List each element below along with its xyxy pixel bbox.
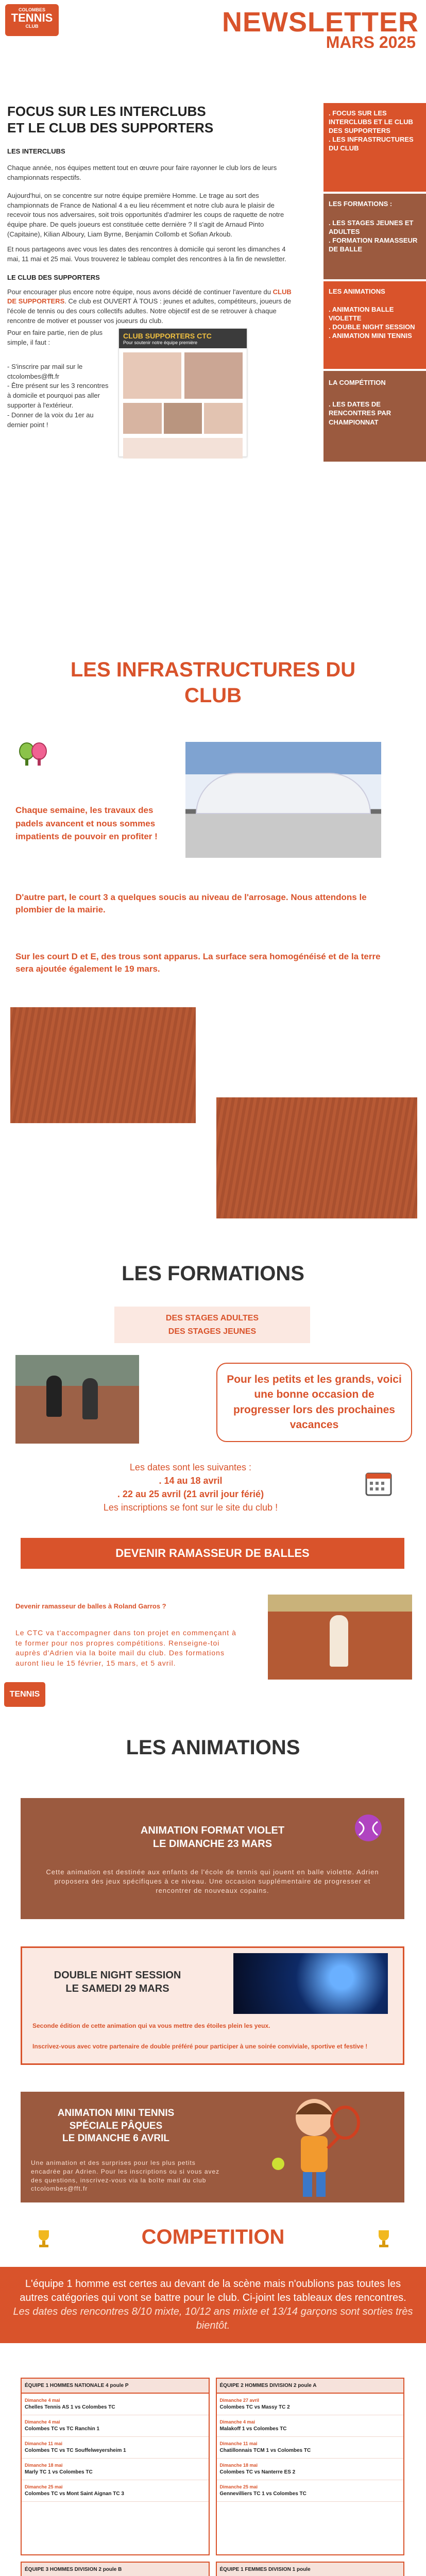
match-date: Dimanche 18 mai: [25, 2463, 63, 2468]
match-table: [21, 2562, 210, 2576]
match-teams: Colombes TC vs TC Souffelweyersheim 1: [25, 2448, 126, 2453]
match-date: Dimanche 11 mai: [25, 2441, 63, 2446]
sidebar-item-stages[interactable]: . LES STAGES JEUNES ET ADULTES: [329, 218, 414, 235]
sidebar-block2: [323, 194, 426, 279]
match-table: [21, 2378, 210, 2555]
supporters-flyer: [118, 328, 247, 457]
night-photo: [233, 1953, 388, 2014]
intro-heading-line2: ET LE CLUB DES SUPPORTERS: [7, 120, 214, 135]
violet-card: [21, 1798, 404, 1919]
match-teams: Gennevilliers TC 1 vs Colombes TC: [219, 2491, 306, 2497]
table-row: [217, 2480, 404, 2502]
small-logo-text: TENNIS: [9, 1690, 40, 1699]
match-tables: [21, 2378, 404, 2576]
small-logo: [4, 1682, 45, 1707]
violet-ball-icon: [355, 1815, 382, 1841]
animations-title: LES ANIMATIONS: [126, 1736, 300, 1759]
stages-dates: [57, 1461, 325, 1514]
logo-line2: TENNIS: [11, 11, 53, 24]
newsletter-title: NEWSLETTER: [222, 7, 419, 38]
sidebar-item-competition[interactable]: LA COMPÉTITION: [329, 379, 386, 386]
table-row: [22, 2415, 209, 2437]
match-date: Dimanche 4 mai: [219, 2419, 255, 2425]
sidebar-item-infrastructures[interactable]: . LES INFRASTRUCTURES DU CLUB: [329, 135, 414, 152]
supporters-title: LE CLUB DES SUPPORTERS: [7, 273, 100, 281]
interclubs-title: LES INTERCLUBS: [7, 147, 65, 155]
interclubs-p3: Et nous partageons avec vous les dates des rencontres à domicile qui seront les dimanches 4 mai, 11 mai et 25 mai. Vous trouverez le tableau complet des rencontres à la fin de newsletter.: [7, 245, 286, 263]
match-date: Dimanche 11 mai: [219, 2441, 258, 2446]
intro-section: [7, 103, 296, 457]
kids-text-box: Pour les petits et les grands, voici une bonne occasion de progresser lors des prochaines vacances: [216, 1363, 412, 1442]
calendar-icon: [363, 1468, 394, 1499]
violet-date: LE DIMANCHE 23 MARS: [152, 1838, 272, 1850]
night-card: [21, 1946, 404, 2065]
interclubs-p1: Chaque année, nos équipes mettent tout en œuvre pour faire rayonner le club lors de leurs championnats respectifs.: [7, 164, 277, 181]
infra-text3: Sur les court D et E, des trous sont apparus. La surface sera homogénéisé et de la terre sera ajoutée également le 19 mars.: [15, 952, 381, 974]
match-teams: Colombes TC vs Massy TC 2: [219, 2404, 290, 2410]
logo-line3: CLUB: [25, 24, 39, 29]
stages-banner: [114, 1307, 310, 1343]
dates-outro: Les inscriptions se font sur le site du club !: [103, 1502, 278, 1513]
date-1: . 14 au 18 avril: [159, 1476, 223, 1486]
competition-intro-italic: Les dates des rencontres 8/10 mixte, 10/12 ans mixte et 13/14 garçons sont sorties très bientôt.: [13, 2306, 413, 2331]
formations-section: [0, 1262, 426, 1285]
sidebar: [323, 103, 426, 462]
stages-line2: DES STAGES JEUNES: [168, 1327, 257, 1336]
table-row: [217, 2437, 404, 2459]
match-teams: Colombes TC vs Nanterre ES 2: [219, 2469, 296, 2475]
mini-card: [21, 2092, 404, 2202]
supporters-highlight: CLUB DE SUPPORTERS: [7, 287, 292, 306]
sidebar-item-night-session[interactable]: . DOUBLE NIGHT SESSION: [329, 323, 415, 331]
night-text1: Seconde édition de cette animation qui va vous mettre des étoiles plein les yeux.: [32, 2022, 270, 2029]
supporters-p1b-text: . Ce club est OUVERT À TOUS : jeunes et adultes, compétiteurs, joueurs de l'école de tennis ou des cours collectifs adultes. Notre objectif est de se retrouver à chaque rencontre de motiver et pousser vos joueurs du club.: [7, 297, 292, 325]
sidebar-item-interclubs[interactable]: . FOCUS SUR LES INTERCLUBS ET LE CLUB DES SUPPORTERS: [329, 109, 413, 134]
match-table: [216, 2378, 405, 2555]
match-table-title: ÉQUIPE 1 FEMMES DIVISION 1 poule: [217, 2563, 404, 2576]
sidebar-item-mini-tennis[interactable]: . ANIMATION MINI TENNIS: [329, 331, 412, 340]
match-teams: Chelles Tennis AS 1 vs Colombes TC: [25, 2404, 115, 2410]
match-teams: Marly TC 1 vs Colombes TC: [25, 2469, 93, 2475]
supporters-p3: - S'inscrire par mail sur le ctcolombes@fft.fr: [7, 362, 83, 380]
mini-title2: SPÉCIALE PÂQUES: [69, 2120, 163, 2131]
infra-title-line2: CLUB: [184, 684, 242, 707]
match-date: Dimanche 4 mai: [25, 2398, 60, 2403]
logo-line1: COLOMBES: [18, 7, 45, 12]
ball-boy-photo: [268, 1595, 412, 1680]
table-row: [22, 2480, 209, 2502]
supporters-p5: - Donner de la voix du 1er au dernier point !: [7, 411, 94, 429]
infra-text2: D'autre part, le court 3 a quelques soucis au niveau de l'arrosage. Nous attendons le plombier de la mairie.: [15, 892, 367, 914]
intro-heading: [7, 103, 296, 136]
sidebar-block1: [323, 103, 426, 192]
night-date: LE SAMEDI 29 MARS: [65, 1983, 169, 1994]
table-row: [22, 2394, 209, 2415]
mini-date: LE DIMANCHE 6 AVRIL: [62, 2133, 169, 2144]
sidebar-item-balle-violette[interactable]: . ANIMATION BALLE VIOLETTE: [329, 305, 394, 322]
stages-line1: DES STAGES ADULTES: [165, 1314, 259, 1323]
match-table-title: ÉQUIPE 3 HOMMES DIVISION 2 poule B: [22, 2563, 209, 2576]
ramasseur-text: Le CTC va t'accompagner dans ton projet en commençant à te former pour nos propres compétitions. Renseigne-toi auprès d'Adrien via la boite mail du club. Des formations auront lieu le 15 février, 15 mars, et 5 avril.: [15, 1629, 236, 1667]
competition-intro-text: L'équipe 1 homme est certes au devant de la scène mais n'oublions pas toutes les autres catégories qui vont se battre pour le club. Ci-joint les tableaux des rencontres.: [20, 2278, 406, 2303]
club-logo: [5, 4, 59, 36]
table-row: [22, 2437, 209, 2459]
match-date: Dimanche 25 mai: [219, 2484, 258, 2489]
mini-title1: ANIMATION MINI TENNIS: [57, 2108, 175, 2119]
table-row: [217, 2459, 404, 2480]
night-text2: Inscrivez-vous avec votre partenaire de double préféré pour participer à une soirée conviviale, sportive et festive !: [32, 2043, 368, 2050]
formations-title: LES FORMATIONS: [122, 1262, 304, 1285]
newsletter-month: MARS 2025: [326, 33, 416, 52]
padel-construction-photo: [185, 742, 381, 858]
supporters-p4: - Être présent sur les 3 rencontres à domicile et pourquoi pas aller supporter à l'extérieur.: [7, 382, 109, 410]
table-row: [217, 2394, 404, 2415]
match-table-title: ÉQUIPE 2 HOMMES DIVISION 2 poule A: [217, 2379, 404, 2394]
ramasseur-title: Devenir ramasseur de balles à Roland Garros ?: [15, 1602, 166, 1610]
dates-intro: Les dates sont les suivantes :: [129, 1462, 252, 1472]
supporters-p2: Pour en faire partie, rien de plus simple, il faut :: [7, 328, 103, 346]
sidebar-item-formations[interactable]: LES FORMATIONS :: [329, 200, 393, 208]
table-row: [22, 2459, 209, 2480]
match-teams: Chatillonnais TCM 1 vs Colombes TC: [219, 2448, 311, 2453]
flyer-title: CLUB SUPPORTERS CTC: [123, 331, 212, 340]
infra-section: [0, 657, 426, 708]
match-date: Dimanche 18 mai: [219, 2463, 258, 2468]
match-table: [216, 2562, 405, 2576]
match-table-title: ÉQUIPE 1 HOMMES NATIONALE 4 poule P: [22, 2379, 209, 2394]
intro-heading-line1: FOCUS SUR LES INTERCLUBS: [7, 104, 206, 119]
infra-text1: Chaque semaine, les travaux des padels avancent et nous sommes impatients de pouvoir en profiter !: [15, 805, 158, 841]
infra-title-line1: LES INFRASTRUCTURES DU: [70, 658, 356, 681]
table-row: [217, 2415, 404, 2437]
match-teams: Malakoff 1 vs Colombes TC: [219, 2426, 287, 2432]
sidebar-item-dates[interactable]: . LES DATES DE RENCONTRES PAR CHAMPIONNAT: [329, 400, 391, 426]
match-teams: Colombes TC vs Mont Saint Aignan TC 3: [25, 2491, 124, 2497]
flyer-subtitle: Pour soutenir notre équipe première: [123, 340, 198, 345]
padel-icon: [15, 742, 52, 768]
violet-title: ANIMATION FORMAT VIOLET: [140, 1825, 285, 1836]
supporters-p1-text: Pour encourager plus encore notre équipe, nous avons décidé de continuer l'aventure du: [7, 287, 271, 296]
clay-court-photo-2: [216, 1097, 417, 1218]
night-title: DOUBLE NIGHT SESSION: [54, 1970, 181, 1981]
competition-intro: [0, 2267, 426, 2343]
stages-photo: [15, 1355, 139, 1444]
match-date: Dimanche 25 mai: [25, 2484, 63, 2489]
match-date: Dimanche 4 mai: [25, 2419, 60, 2425]
kid-tennis-illustration: [258, 2087, 371, 2205]
sidebar-item-ramasseur[interactable]: . FORMATION RAMASSEUR DE BALLE: [329, 236, 418, 253]
header: [0, 0, 426, 52]
violet-text: Cette animation est destinée aux enfants de l'école de tennis qui jouent en balle violette. Adrien proposera des jeux spécifiques à ce niveau. Une occasion supplémentaire de progresser et rencontrer de nouveaux copains.: [46, 1868, 379, 1895]
ramasseur-bar: DEVENIR RAMASSEUR DE BALLES: [21, 1538, 404, 1569]
match-date: Dimanche 27 avril: [219, 2398, 260, 2403]
competition-title: COMPETITION: [141, 2226, 285, 2248]
date-2: . 22 au 25 avril (21 avril jour férié): [117, 1489, 264, 1500]
competition-section: [0, 2226, 426, 2249]
interclubs-p2: Aujourd'hui, on se concentre sur notre équipe première Homme. Le trage au sort des championnats de France de National 4 a eu lieu récemment et notre club aura le plaisir de recevoir tous nos adversaires, soit trois opportunités d'admirer les coups de raquette de notre équipe phare. De quels joueurs est constituée cette dernière ? Il s'agit de Arnaud Pinto (Capitaine), Kilian Alboury, Liam Byrne, Benjamin Collomb et Sofian Arkoub.: [7, 191, 284, 239]
sidebar-item-animations[interactable]: LES ANIMATIONS: [329, 287, 385, 295]
sidebar-block4: [323, 371, 426, 462]
supporters-p1: [7, 287, 296, 326]
sidebar-block3: [323, 281, 426, 369]
match-teams: Colombes TC vs TC Ranchin 1: [25, 2426, 100, 2432]
mini-text: Une animation et des surprises pour les plus petits encadrée par Adrien. Pour les inscriptions ou si vous avez des questions, inscrivez-vous via la boîte mail du club ctcolombes@fft.fr: [31, 2159, 220, 2193]
clay-court-photo-1: [10, 1007, 196, 1123]
animations-section: [0, 1736, 426, 1759]
